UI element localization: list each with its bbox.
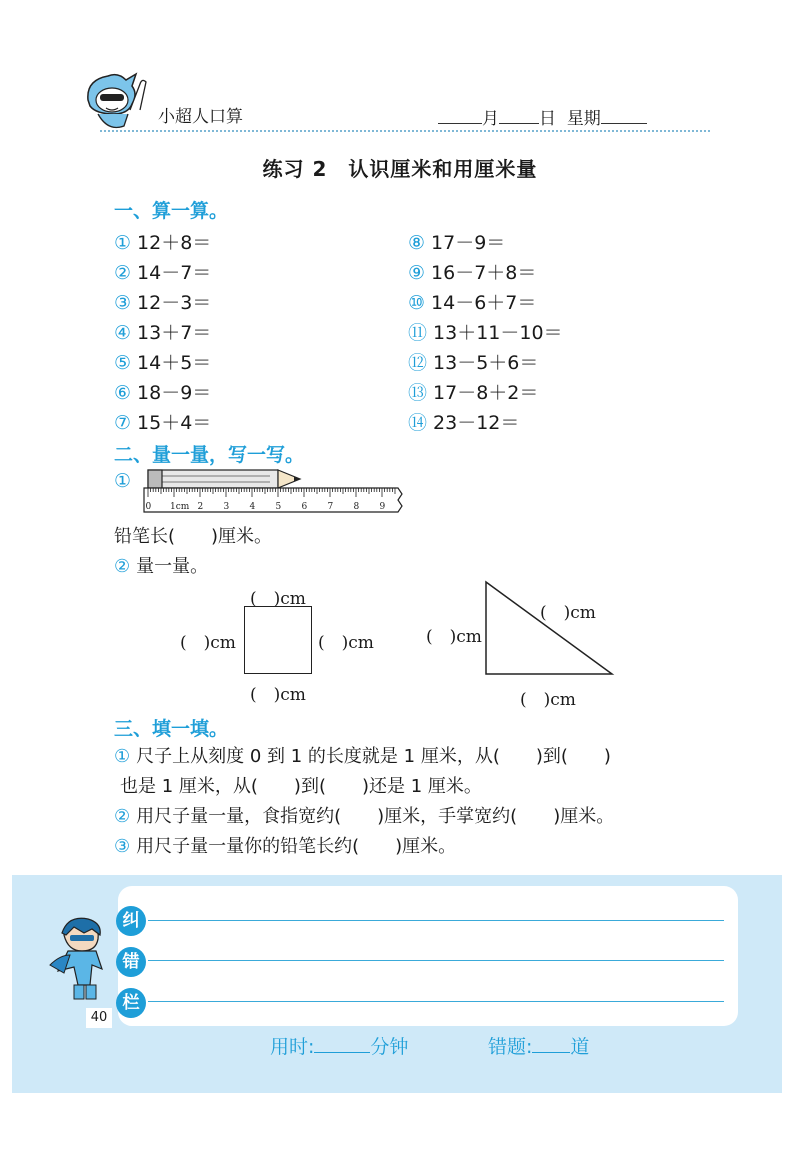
calc-problem[interactable]: [114, 228, 211, 255]
page-number: 40: [86, 1008, 112, 1028]
triangle-left-label[interactable]: ( )cm: [426, 627, 482, 647]
triangle-bottom-label[interactable]: ( )cm: [520, 690, 576, 710]
square-bottom-label[interactable]: ( )cm: [250, 685, 306, 705]
problem-number: ⑪: [408, 322, 428, 344]
errors-count: [488, 1032, 589, 1059]
problem-number: ⑫: [408, 352, 428, 374]
fill-line-number: ③: [114, 836, 131, 857]
q2-2-line: [114, 552, 208, 578]
measure-square: [244, 606, 312, 674]
triangle-hypotenuse-label[interactable]: ( )cm: [540, 603, 596, 623]
ruler-label: 7: [327, 502, 334, 512]
correction-char-2: 错: [116, 947, 146, 977]
time-unit: 分钟: [370, 1036, 409, 1058]
day-label: 日: [539, 109, 556, 129]
weekday-blank[interactable]: [601, 109, 647, 124]
calc-problem[interactable]: [408, 408, 519, 435]
problem-expression: 14－7＝: [137, 262, 212, 284]
ruler-label: 4: [249, 502, 256, 512]
fill-line[interactable]: [114, 802, 614, 828]
problem-expression: 12－3＝: [137, 292, 212, 314]
ruler-label: 6: [301, 502, 308, 512]
calc-problem[interactable]: [408, 258, 536, 285]
section1-heading: 一、算一算。: [114, 200, 229, 222]
ruler-label: 5: [275, 502, 282, 512]
errors-label: 错题:: [488, 1036, 533, 1058]
problem-number: ⑩: [408, 292, 426, 314]
problem-expression: 18－9＝: [137, 382, 212, 404]
header-divider: [100, 130, 710, 132]
measure-triangle: [480, 578, 620, 678]
problem-expression: 13＋11－10＝: [433, 322, 563, 344]
brand-title: 小超人口算: [158, 107, 243, 127]
problem-number: ⑦: [114, 412, 132, 434]
page-title: 练习 2 认识厘米和用厘米量: [262, 157, 538, 181]
day-blank[interactable]: [499, 109, 539, 124]
problem-number: ⑨: [408, 262, 426, 284]
problem-expression: 12＋8＝: [137, 232, 212, 254]
calc-problem[interactable]: [408, 288, 536, 315]
problem-expression: 14－6＋7＝: [431, 292, 537, 314]
correction-line-1[interactable]: [148, 920, 724, 921]
fill-line-text: 用尺子量一量，食指宽约( )厘米，手掌宽约( )厘米。: [136, 806, 615, 827]
problem-number: ③: [114, 292, 132, 314]
fill-line-text: 尺子上从刻度 0 到 1 的长度就是 1 厘米，从( )到( ): [136, 746, 611, 767]
calc-problem[interactable]: [114, 378, 211, 405]
ruler-label: 8: [353, 502, 360, 512]
errors-unit: 道: [570, 1036, 590, 1058]
square-right-label[interactable]: ( )cm: [318, 633, 374, 653]
problem-expression: 15＋4＝: [137, 412, 212, 434]
ruler-label: 3: [223, 502, 230, 512]
ruler-label: 1cm: [170, 502, 190, 512]
problem-expression: 17－8＋2＝: [433, 382, 539, 404]
ruler-label: 9: [379, 502, 386, 512]
q2-2-number: ②: [114, 556, 131, 577]
fill-line-text: 用尺子量一量你的铅笔长约( )厘米。: [136, 836, 457, 857]
time-blank[interactable]: [314, 1036, 370, 1053]
correction-char-3: 栏: [116, 988, 146, 1018]
pencil-body: [148, 470, 278, 488]
fill-line[interactable]: [114, 832, 456, 858]
calc-problem[interactable]: [408, 318, 563, 345]
problem-number: ④: [114, 322, 132, 344]
correction-line-2[interactable]: [148, 960, 724, 961]
ruler-label: 0: [145, 502, 152, 512]
problem-expression: 13－5＋6＝: [433, 352, 539, 374]
square-left-label[interactable]: ( )cm: [180, 633, 236, 653]
errors-blank[interactable]: [532, 1036, 570, 1053]
calc-problem[interactable]: [114, 318, 211, 345]
ruler-with-pencil: [140, 468, 410, 514]
fill-line-number: ②: [114, 806, 131, 827]
calc-problem[interactable]: [408, 228, 505, 255]
problem-expression: 23－12＝: [433, 412, 520, 434]
problem-expression: 17－9＝: [431, 232, 506, 254]
problem-number: ②: [114, 262, 132, 284]
problem-number: ⑭: [408, 412, 428, 434]
problem-expression: 14＋5＝: [137, 352, 212, 374]
time-label: 用时:: [270, 1036, 315, 1058]
fill-line-text: 也是 1 厘米，从( )到( )还是 1 厘米。: [120, 776, 482, 797]
problem-number: ⑧: [408, 232, 426, 254]
correction-line-3[interactable]: [148, 1001, 724, 1002]
calc-problem[interactable]: [408, 378, 538, 405]
month-blank[interactable]: [438, 109, 482, 124]
problem-number: ⑬: [408, 382, 428, 404]
fill-line[interactable]: [114, 742, 611, 768]
weekday-label: 星期: [566, 109, 601, 129]
correction-card: [118, 886, 738, 1026]
calc-problem[interactable]: [408, 348, 538, 375]
problem-expression: 16－7＋8＝: [431, 262, 537, 284]
calc-problem[interactable]: [114, 408, 211, 435]
pencil-length-text: 铅笔长( )厘米。: [114, 526, 273, 547]
calc-problem[interactable]: [114, 258, 211, 285]
problem-number: ⑤: [114, 352, 132, 374]
superhero-mascot-icon: [44, 915, 116, 1005]
correction-char-1: 纠: [116, 906, 146, 936]
problem-number: ⑥: [114, 382, 132, 404]
square-top-label[interactable]: ( )cm: [250, 589, 306, 609]
time-used: [270, 1032, 408, 1059]
problem-expression: 13＋7＝: [137, 322, 212, 344]
q2-1-number: ①: [114, 470, 132, 492]
date-fields: [438, 104, 647, 129]
calc-problem[interactable]: [114, 288, 211, 315]
fill-line-number: ①: [114, 746, 131, 767]
calc-problem[interactable]: [114, 348, 211, 375]
month-label: 月: [482, 109, 499, 129]
fill-line[interactable]: [114, 772, 482, 798]
section2-heading: 二、量一量，写一写。: [114, 444, 305, 466]
problem-number: ①: [114, 232, 132, 254]
ruler-label: 2: [197, 502, 204, 512]
section3-heading: 三、填一填。: [114, 718, 229, 740]
q2-2-text: 量一量。: [136, 556, 209, 577]
